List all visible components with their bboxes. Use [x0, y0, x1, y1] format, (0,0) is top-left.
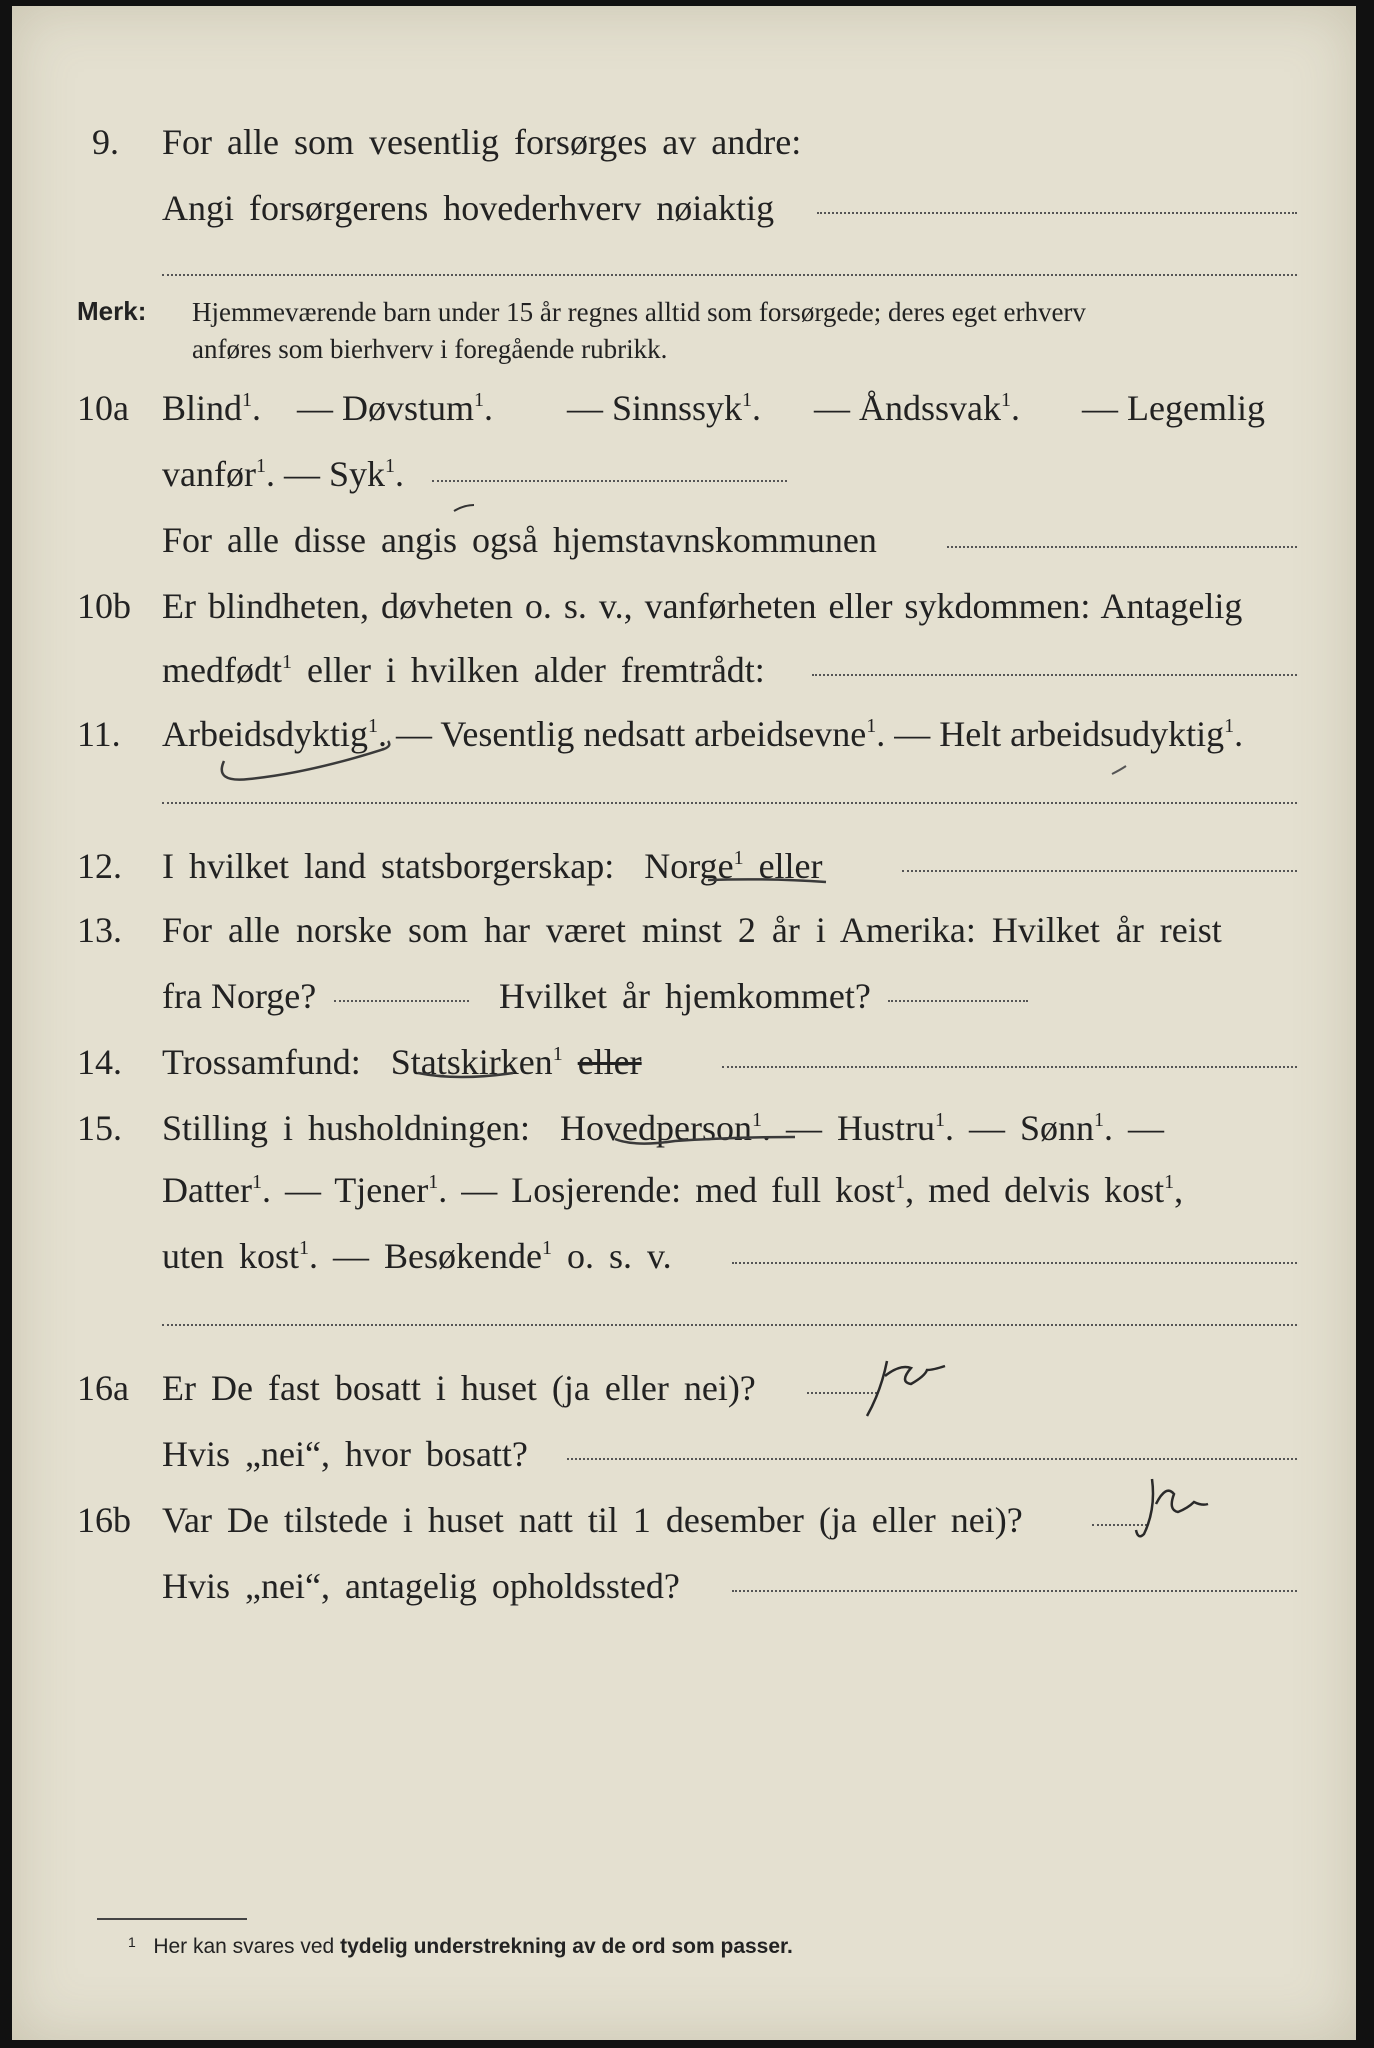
q12-line: I hvilket land statsborgerskap: Norge$^1$ eller	[162, 846, 823, 886]
q12-answer-line[interactable]	[902, 870, 1297, 872]
q16a-bosatt-answer-line[interactable]	[567, 1458, 1297, 1460]
q13-reist-answer-line[interactable]	[334, 1000, 469, 1002]
footnote: $^1$ Her kan svares ved tydelig understrekning av de ord som passer.	[128, 1934, 793, 1958]
q15-number: 15.	[77, 1108, 122, 1148]
q10a-legemlig: — Legemlig	[1082, 388, 1265, 428]
q11-arbeidsdyktig[interactable]: Arbeidsdyktig	[162, 714, 368, 754]
q10b-answer-line[interactable]	[812, 674, 1297, 676]
q10a-hjemstavn-answer-line[interactable]	[947, 546, 1297, 548]
q14-number: 14.	[77, 1042, 122, 1082]
q10b-line2: medfødt$^1$ eller i hvilken alder fremtrådt:	[162, 650, 765, 690]
q15-extra-line[interactable]	[162, 1324, 1297, 1326]
q13-number: 13.	[77, 910, 122, 950]
q16a-number: 16a	[77, 1368, 129, 1408]
q9-line1: For alle som vesentlig forsørges av andre:	[162, 122, 802, 162]
q10a-line3: For alle disse angis også hjemstavnskommunen	[162, 520, 877, 560]
q12-number: 12.	[77, 846, 122, 886]
q15-line2: Datter$^1$. — Tjener$^1$. — Losjerende: med full kost$^1$, med delvis kost$^1$,	[162, 1170, 1184, 1210]
footnote-rule	[97, 1918, 247, 1920]
q16a-answer-line[interactable]	[807, 1392, 877, 1394]
q11-number: 11.	[77, 714, 121, 754]
merk-line2: anføres som bierhverv i foregående rubrikk.	[192, 334, 668, 364]
q13-hjemkommet-answer-line[interactable]	[888, 1000, 1028, 1002]
q9-line2: Angi forsørgerens hovederhverv nøiaktig	[162, 188, 775, 228]
q12-norge[interactable]: Norge	[644, 846, 734, 886]
q16b-line2: Hvis „nei“, antagelig opholdssted?	[162, 1566, 680, 1606]
q9-extra-line[interactable]	[162, 274, 1297, 276]
q14-statskirken[interactable]: Statskirken	[390, 1042, 553, 1082]
q10a-vanfor: vanfør$^1$. — Syk$^1$.	[162, 454, 404, 494]
q11-line: Arbeidsdyktig$^1$. — Vesentlig nedsatt arbeidsevne$^1$. — Helt arbeidsudyktig$^1$.	[162, 714, 1244, 754]
q16b-line1: Var De tilstede i huset natt til 1 desember (ja eller nei)?	[162, 1500, 1023, 1540]
merk-line1: Hjemmeværende barn under 15 år regnes alltid som forsørgede; deres eget erhverv	[192, 297, 1086, 327]
q15-line1: Stilling i husholdningen: Hovedperson$^1$. — Hustru$^1$. — Sønn$^1$. —	[162, 1108, 1165, 1148]
q13-line2b: Hvilket år hjemkommet?	[499, 976, 871, 1016]
q16a-line1: Er De fast bosatt i huset (ja eller nei)?	[162, 1368, 756, 1408]
q10b-number: 10b	[77, 586, 131, 626]
q11-extra-line[interactable]	[162, 802, 1297, 804]
q9-answer-line[interactable]	[817, 212, 1297, 214]
q10a-number: 10a	[77, 388, 129, 428]
q13-line1: For alle norske som har været minst 2 år i Amerika: Hvilket år reist	[162, 910, 1222, 950]
q15-line3: uten kost$^1$. — Besøkende$^1$ o. s. v.	[162, 1236, 672, 1276]
census-form-page	[12, 6, 1356, 2040]
q9-number: 9.	[92, 122, 119, 162]
q14-answer-line[interactable]	[722, 1066, 1297, 1068]
q16a-line2: Hvis „nei“, hvor bosatt?	[162, 1434, 528, 1474]
q16b-opholdssted-answer-line[interactable]	[732, 1590, 1297, 1592]
q10a-syk-answer-line[interactable]	[432, 480, 787, 482]
q16a-handwritten-answer	[857, 1346, 967, 1426]
q10a-line1: Blind$^1$.	[162, 388, 262, 428]
q10b-line1: Er blindheten, døvheten o. s. v., vanførheten eller sykdommen: Antagelig	[162, 586, 1243, 626]
q14-line: Trossamfund: Statskirken$^1$ eller	[162, 1042, 642, 1082]
q15-answer-line[interactable]	[732, 1262, 1297, 1264]
q16b-handwritten-answer	[1122, 1474, 1232, 1554]
pen-tick-mark	[454, 505, 474, 511]
merk-label: Merk:	[77, 296, 147, 326]
q10a-dovstum: — Døvstum$^1$.	[297, 388, 494, 428]
pen-tick-mark	[1112, 766, 1126, 774]
q10a-sinnssyk: — Sinnssyk$^1$.	[567, 388, 762, 428]
q16b-number: 16b	[77, 1500, 131, 1540]
q16b-answer-line[interactable]	[1092, 1524, 1147, 1526]
q13-line2a: fra Norge?	[162, 976, 317, 1016]
q15-hovedperson[interactable]: Hovedperson	[560, 1108, 752, 1148]
q10a-andssvak: — Åndssvak$^1$.	[814, 388, 1020, 428]
